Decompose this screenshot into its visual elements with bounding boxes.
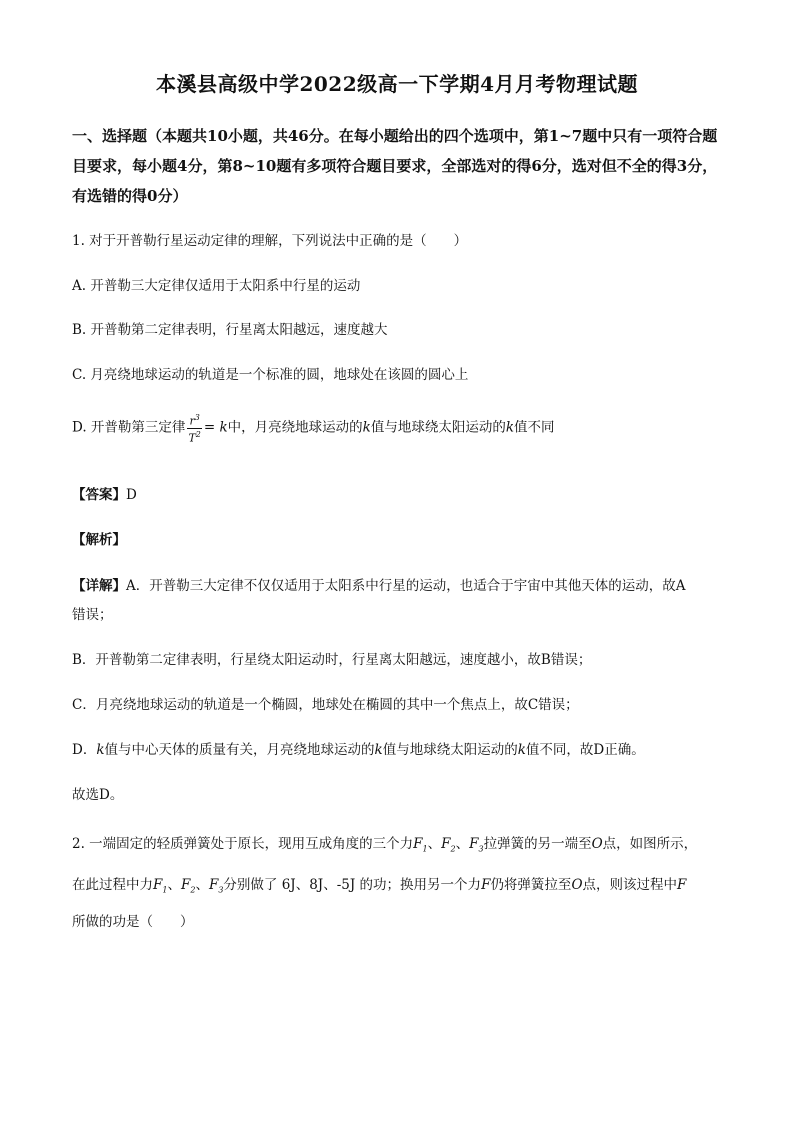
separator: 、 (427, 836, 442, 852)
q2-line2-end: 点，则该过程中 (582, 877, 678, 893)
q2-line1 (72, 832, 697, 854)
q1-stem: 1. 对于开普勒行星运动定律的理解，下列说法中正确的是（ ） (72, 233, 468, 249)
q1-option-b: B. 开普勒第二定律表明，行星离太阳越远，速度越大 (72, 322, 388, 338)
q1-option-d-end: 值不同 (514, 419, 555, 436)
q2-line1-prefix: 2. 一端固定的轻质弹簧处于原长，现用互成角度的三个力 (72, 836, 414, 852)
force-f: F (481, 877, 491, 893)
force-f: F (677, 877, 687, 893)
detail-d (72, 738, 645, 758)
k-symbol: k (374, 742, 383, 758)
frac-denominator-exp: 2 (195, 429, 201, 439)
force-f3: $F_3$ (469, 836, 484, 854)
separator: 、 (455, 836, 470, 852)
separator: 、 (195, 877, 209, 893)
q2-line2-prefix: 在此过程中力 (72, 877, 153, 893)
q2-line2 (72, 873, 686, 895)
detail-d-mid2: 值与地球绕太阳运动的 (382, 742, 518, 758)
q1-answer (72, 483, 137, 503)
point-o: O (571, 877, 583, 893)
k-symbol: k (96, 742, 105, 758)
k-symbol: k (362, 419, 371, 436)
q1-option-a: A. 开普勒三大定律仅适用于太阳系中行星的运动 (72, 278, 361, 294)
q2-line3: 所做的功是（ ） (72, 914, 194, 930)
detail-a-line2: 错误； (72, 607, 113, 623)
exam-title: 本溪县高级中学2022级高一下学期4月月考物理试题 (155, 72, 639, 96)
analysis-label: 【解析】 (72, 532, 126, 548)
detail-d-prefix: D． (72, 742, 97, 758)
force-f1: $F_1$ (413, 836, 428, 854)
q1-option-d-mid1: 中，月亮绕地球运动的 (227, 419, 363, 436)
separator: 、 (167, 877, 181, 893)
detail-d-end: 值不同，故D正确。 (525, 742, 645, 758)
force-f2: $F_2$ (180, 877, 196, 895)
q2-line2-mid2: 仍将弹簧拉至 (490, 877, 572, 893)
frac-numerator-exp: 3 (194, 413, 200, 422)
force-f1: $F_1$ (153, 877, 168, 895)
q2-line1-mid: 拉弹簧的另一端至 (483, 836, 592, 852)
frac-denominator: T (188, 431, 196, 445)
force-f3: $F_3$ (208, 877, 224, 895)
q1-conclusion: 故选D。 (72, 787, 124, 803)
answer-value: D (126, 487, 137, 503)
detail-label: 【详解】 (72, 578, 126, 594)
section-instructions: 一、选择题（本题共10小题，共46分。在每小题给出的四个选项中，第1~7题中只有一项符合题目要求，每小题4分，第8~10题有多项符合题目要求，全部选对的得6分，选对但不全的得3分，有选错的得0分） (72, 127, 718, 205)
detail-a-text: A．开普勒三大定律不仅仅适用于太阳系中行星的运动，也适合于宇宙中其他天体的运动，故A (126, 578, 686, 594)
frac-numerator: r (189, 414, 195, 428)
detail-a-line1 (72, 574, 686, 594)
force-f2: $F_2$ (441, 836, 456, 854)
k-symbol: k (505, 419, 515, 436)
equals-k: = k (203, 419, 228, 436)
kepler-third-law-fraction (187, 412, 201, 444)
q1-option-d-prefix: D. 开普勒第三定律 (72, 419, 186, 436)
point-o: O (591, 836, 603, 852)
detail-c: C．月亮绕地球运动的轨道是一个椭圆，地球处在椭圆的其中一个焦点上，故C错误； (72, 697, 579, 713)
q1-option-c: C. 月亮绕地球运动的轨道是一个标准的圆，地球处在该圆的圆心上 (72, 367, 469, 383)
q1-option-d (72, 412, 555, 444)
q2-line1-end: 点，如图所示， (602, 836, 698, 852)
k-symbol: k (517, 742, 526, 758)
detail-d-mid1: 值与中心天体的质量有关，月亮绕地球运动的 (104, 742, 375, 758)
answer-label: 【答案】 (72, 487, 126, 503)
q2-line2-mid: 分别做了 6J、8J、-5J 的功；换用另一个力 (223, 877, 482, 893)
q1-option-d-mid2: 值与地球绕太阳运动的 (370, 419, 506, 436)
detail-b: B．开普勒第二定律表明，行星绕太阳运动时，行星离太阳越远，速度越小，故B错误； (72, 652, 592, 668)
